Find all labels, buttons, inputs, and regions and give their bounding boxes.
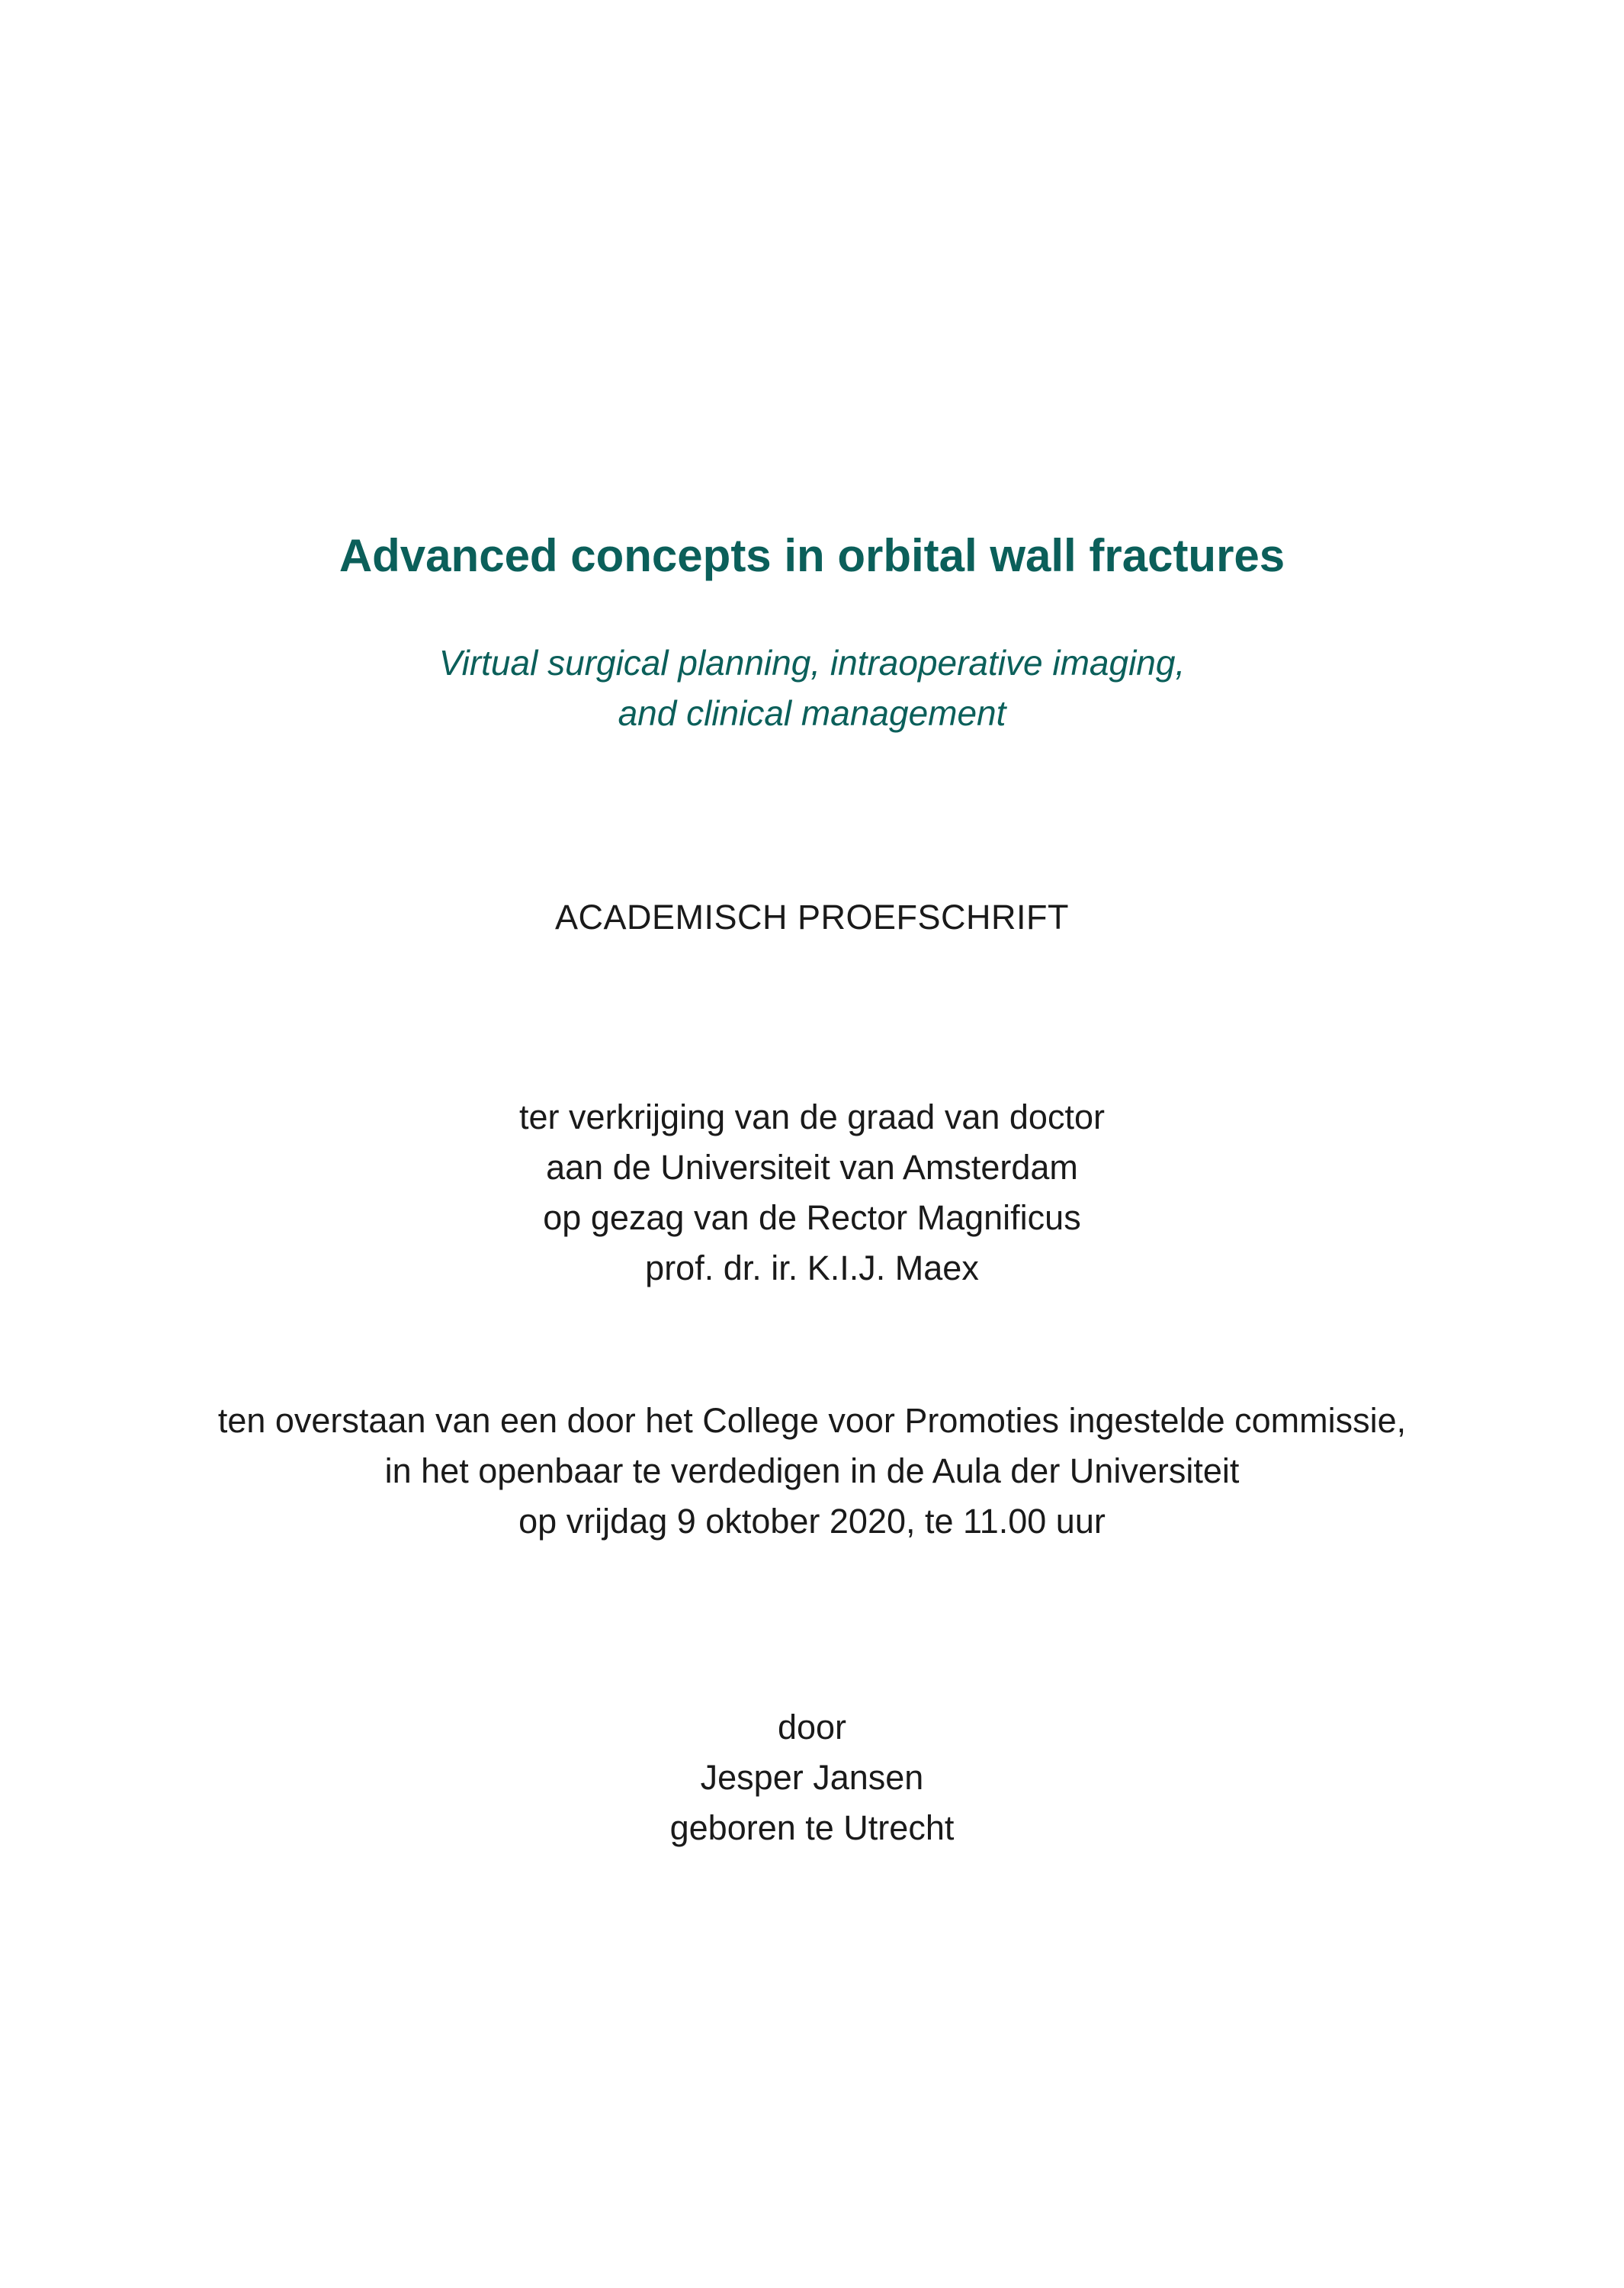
thesis-title: Advanced concepts in orbital wall fractures — [339, 530, 1285, 581]
author-line-1: door — [777, 1708, 847, 1747]
document-type: ACADEMISCH PROEFSCHRIFT — [554, 898, 1070, 937]
defense-line-2: in het openbaar te verdedigen in de Aula der Universiteit — [384, 1451, 1240, 1490]
subtitle-line-1: Virtual surgical planning, intraoperative imaging, — [438, 643, 1186, 683]
author-name: Jesper Jansen — [700, 1758, 924, 1797]
thesis-subtitle — [0, 638, 1624, 738]
author-birthplace: geboren te Utrecht — [669, 1808, 955, 1847]
defense-line-1: ten overstaan van een door het College voor Promoties ingestelde commissie, — [217, 1401, 1407, 1440]
defense-line-3: op vrijdag 9 oktober 2020, te 11.00 uur — [518, 1502, 1106, 1541]
degree-line-1: ter verkrijging van de graad van doctor — [519, 1097, 1105, 1136]
defense-statement — [0, 1396, 1624, 1547]
author-statement — [0, 1702, 1624, 1853]
degree-line-4: prof. dr. ir. K.I.J. Maex — [645, 1248, 979, 1287]
degree-statement — [0, 1092, 1624, 1293]
subtitle-line-2: and clinical management — [618, 693, 1006, 733]
degree-line-3: op gezag van de Rector Magnificus — [543, 1198, 1081, 1237]
degree-line-2: aan de Universiteit van Amsterdam — [546, 1148, 1078, 1187]
